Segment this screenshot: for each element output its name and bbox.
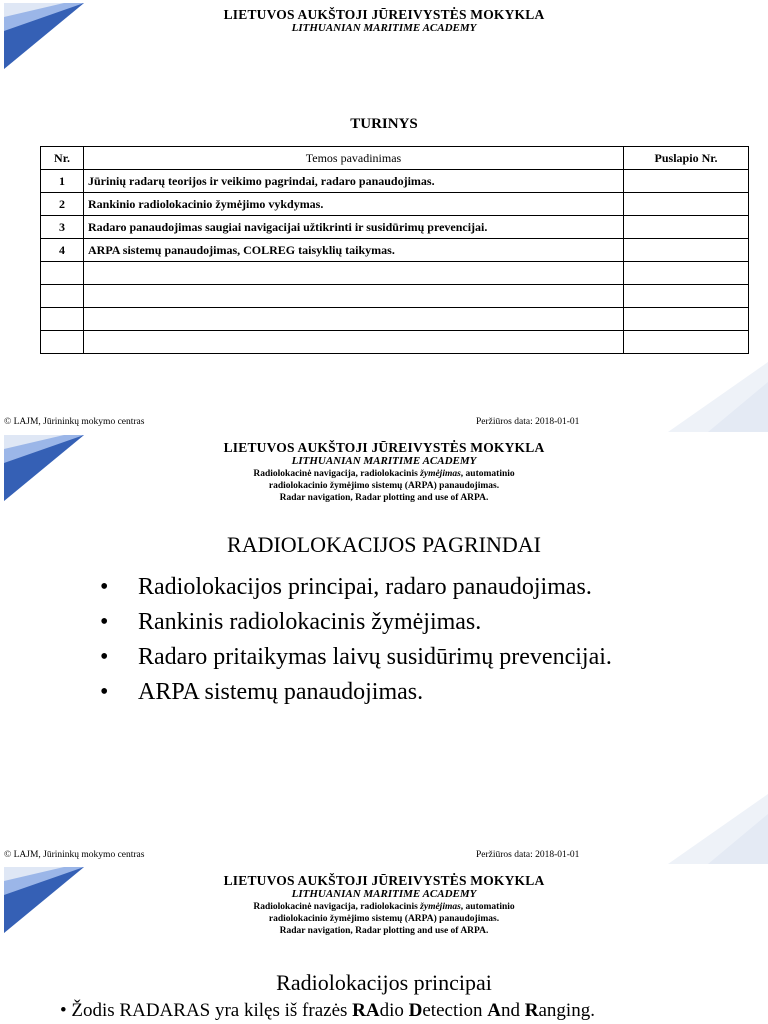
table-header-row bbox=[41, 147, 749, 170]
toc-title: TURINYS bbox=[350, 116, 418, 132]
corner-decoration-icon bbox=[668, 794, 768, 864]
institution-name-lt: LIETUVOS AUKŠTOJI JŪREIVYSTĖS MOKYKLA bbox=[223, 440, 545, 455]
table-row-empty bbox=[41, 285, 749, 308]
row-nr: 3 bbox=[41, 216, 84, 239]
row-page bbox=[624, 170, 749, 193]
slide-contents bbox=[0, 0, 768, 432]
column-header-topic: Temos pavadinimas bbox=[84, 147, 624, 170]
toc-table bbox=[40, 146, 749, 354]
slide-radiolocation-basics bbox=[0, 432, 768, 864]
table-row-empty bbox=[41, 331, 749, 354]
footer-copyright: © LAJM, Jūrininkų mokymo centras bbox=[4, 850, 145, 860]
row-page bbox=[624, 239, 749, 262]
course-name-en: Radar navigation, Radar plotting and use of ARPA. bbox=[279, 493, 489, 503]
list-item: • Rankinis radiolokacinis žymėjimas. bbox=[100, 607, 620, 637]
column-header-page: Puslapio Nr. bbox=[624, 147, 749, 170]
corner-decoration-icon bbox=[668, 362, 768, 432]
slide-title: RADIOLOKACIJOS PAGRINDAI bbox=[227, 532, 541, 557]
course-name-en: Radar navigation, Radar plotting and use of ARPA. bbox=[279, 926, 489, 936]
course-name-lt-line2: radiolokacinio žymėjimo sistemų (ARPA) panaudojimas. bbox=[268, 914, 500, 924]
course-name-lt-line2: radiolokacinio žymėjimo sistemų (ARPA) panaudojimas. bbox=[268, 481, 500, 491]
radar-definition: • Žodis RADARAS yra kilęs iš frazės RAdio Detection And Ranging. bbox=[60, 1000, 595, 1021]
course-name-lt: Radiolokacinė navigacija, radiolokacinis žymėjimas, automatinio bbox=[253, 902, 515, 912]
table-row bbox=[41, 216, 749, 239]
course-name-lt: Radiolokacinė navigacija, radiolokacinis žymėjimas, automatinio bbox=[253, 469, 515, 479]
institution-name-en: LITHUANIAN MARITIME ACADEMY bbox=[291, 888, 477, 900]
row-nr: 1 bbox=[41, 170, 84, 193]
footer-copyright: © LAJM, Jūrininkų mokymo centras bbox=[4, 417, 145, 427]
header bbox=[0, 873, 768, 937]
table-row bbox=[41, 170, 749, 193]
institution-name-lt: LIETUVOS AUKŠTOJI JŪREIVYSTĖS MOKYKLA bbox=[223, 7, 545, 22]
list-item: • ARPA sistemų panaudojimas. bbox=[100, 677, 620, 707]
slide-radiolocation-principles bbox=[0, 864, 768, 1024]
row-topic: ARPA sistemų panaudojimas, COLREG taisyklių taikymas. bbox=[84, 239, 624, 262]
row-topic: Rankinio radiolokacinio žymėjimo vykdymas. bbox=[84, 193, 624, 216]
bullet-list bbox=[100, 572, 620, 712]
institution-name-en: LITHUANIAN MARITIME ACADEMY bbox=[291, 455, 477, 467]
table-row bbox=[41, 193, 749, 216]
row-topic: Radaro panaudojimas saugiai navigacijai užtikrinti ir susidūrimų prevencijai. bbox=[84, 216, 624, 239]
table-row bbox=[41, 239, 749, 262]
list-item: • Radaro pritaikymas laivų susidūrimų prevencijai. bbox=[100, 642, 620, 672]
row-page bbox=[624, 216, 749, 239]
row-nr: 2 bbox=[41, 193, 84, 216]
row-page bbox=[624, 193, 749, 216]
column-header-nr: Nr. bbox=[41, 147, 84, 170]
footer-review-date: Peržiūros data: 2018-01-01 bbox=[476, 850, 580, 860]
row-topic: Jūrinių radarų teorijos ir veikimo pagrindai, radaro panaudojimas. bbox=[84, 170, 624, 193]
header bbox=[0, 440, 768, 504]
header bbox=[0, 7, 768, 35]
footer-review-date: Peržiūros data: 2018-01-01 bbox=[476, 417, 580, 427]
list-item: • Radiolokacijos principai, radaro panaudojimas. bbox=[100, 572, 620, 602]
table-row-empty bbox=[41, 308, 749, 331]
table-row-empty bbox=[41, 262, 749, 285]
institution-name-lt: LIETUVOS AUKŠTOJI JŪREIVYSTĖS MOKYKLA bbox=[223, 873, 545, 888]
row-nr: 4 bbox=[41, 239, 84, 262]
institution-name-en: LITHUANIAN MARITIME ACADEMY bbox=[291, 22, 477, 34]
slide-title: Radiolokacijos principai bbox=[276, 970, 492, 995]
